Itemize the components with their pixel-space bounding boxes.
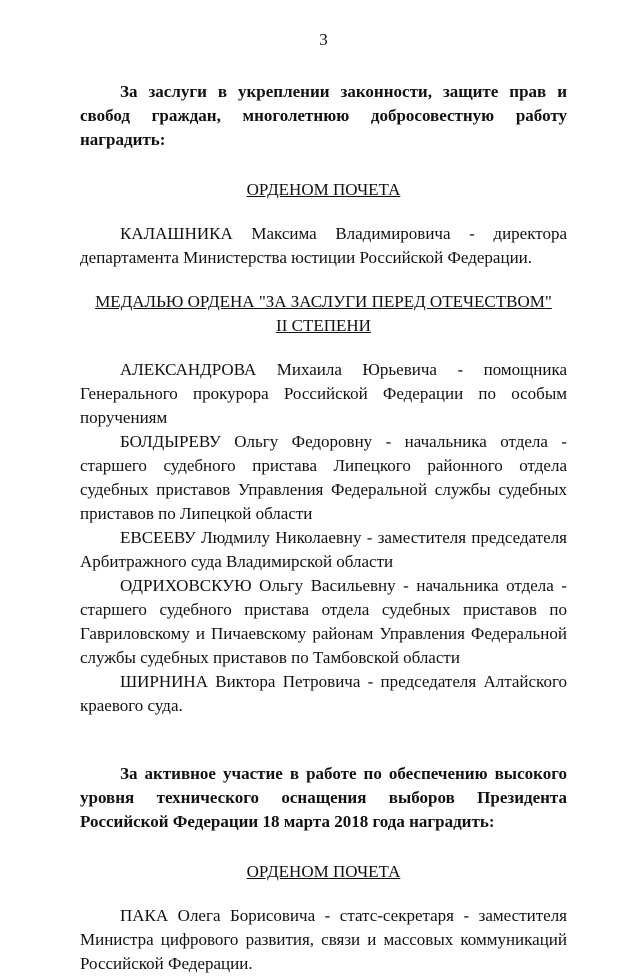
page-number: 3	[319, 30, 328, 49]
awardee-entry: ОДРИХОВСКУЮ Ольгу Васильевну - начальника отдела - старшего судебного пристава отдела судебных приставов по Гавриловскому и Пичаевскому районам Управления Федеральной службы судебных приставов по Тамбовской области	[80, 576, 567, 667]
awardee-entry: ПАКА Олега Борисовича - статс-секретаря - заместителя Министра цифрового развития, связи и массовых коммуникаций Российской Федерации.	[80, 906, 567, 973]
document-page	[80, 28, 567, 976]
section2-intro: За активное участие в работе по обеспечению высокого уровня технического оснащения выборов Президента Российской Федерации 18 марта 2018 года наградить:	[80, 764, 567, 831]
award-title-medal-line1: МЕДАЛЬЮ ОРДЕНА "ЗА ЗАСЛУГИ ПЕРЕД ОТЕЧЕСТВОМ"	[95, 292, 552, 311]
award-title-order-of-honor: ОРДЕНОМ ПОЧЕТА	[246, 180, 401, 199]
awardee-entry: АЛЕКСАНДРОВА Михаила Юрьевича - помощника Генерального прокурора Российской Федерации по особым поручениям	[80, 360, 567, 427]
awardee-entry: ЕВСЕЕВУ Людмилу Николаевну - заместителя председателя Арбитражного суда Владимирской области	[80, 528, 567, 571]
award-title-medal-line2: II СТЕПЕНИ	[276, 316, 371, 335]
award-title-order-of-honor: ОРДЕНОМ ПОЧЕТА	[246, 862, 401, 881]
section1-intro: За заслуги в укреплении законности, защите прав и свобод граждан, многолетнюю добросовестную работу наградить:	[80, 82, 567, 149]
awardee-entry: БОЛДЫРЕВУ Ольгу Федоровну - начальника отдела - старшего судебного пристава Липецкого районного отдела судебных приставов Управления Федеральной службы судебных приставов по Липецкой области	[80, 432, 567, 523]
awardee-entry: ШИРНИНА Виктора Петровича - председателя Алтайского краевого суда.	[80, 672, 567, 715]
awardee-entry: КАЛАШНИКА Максима Владимировича - директора департамента Министерства юстиции Российской Федерации.	[80, 224, 567, 267]
